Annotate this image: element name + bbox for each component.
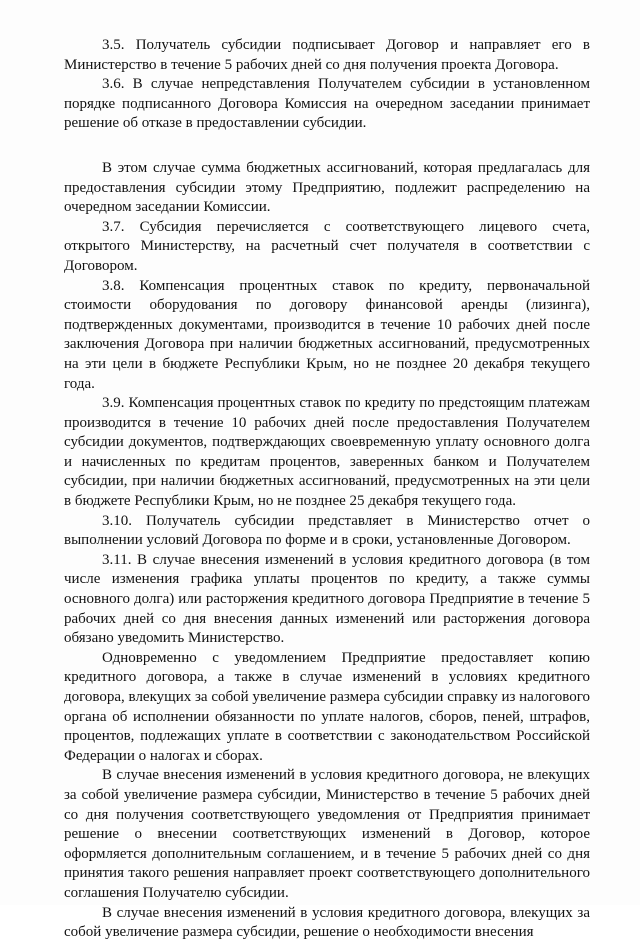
paragraph-3-6: 3.6. В случае непредставления Получателем субсидии в установленном порядке подписанного Договора Комиссия на очередном заседании принимает решение об отказе в предоставлении субсидии. — [64, 76, 590, 132]
paragraph-gap — [64, 134, 590, 159]
paragraph-3-5: 3.5. Получатель субсидии подписывает Договор и направляет его в Министерство в течение 5 рабочих дней со дня получения проекта Договора. — [64, 37, 590, 73]
paragraph-3-10: 3.10. Получатель субсидии представляет в Министерство отчет о выполнении условий Договора по форме и в сроки, установленные Договором. — [64, 512, 590, 549]
paragraph-3-9: 3.9. Компенсация процентных ставок по кредиту по предстоящим платежам производится в течение 10 рабочих дней после предоставления Получателем субсидии документов, подтверждающих своевременную уплату основного долга и начисленных по кредитам процентов, заверенных банком и Получателем субсидии, при наличии бюджетных ассигнований, предусмотренных на эти цели в бюджете Республики Крым, но не позднее 25 декабря текущего года. — [64, 395, 590, 510]
paragraph-3-11-increase: В случае внесения изменений в условия кредитного договора, влекущих за собой увеличение размера субсидии, решение о необходимости внесения — [64, 904, 590, 941]
paragraph-3-11-notification: Одновременно с уведомлением Предприятие предоставляет копию кредитного договора, а также в случае изменений в условиях кредитного договора, влекущих за собой увеличение размера субсидии справку из налогового органа об исполнении обязанности по уплате налогов, сборов, пеней, штрафов, процентов, подлежащих уплате в соответствии с законодательством Российской Федерации о налогах и сборах. — [64, 649, 590, 764]
paragraph-3-6-continued: В этом случае сумма бюджетных ассигнований, которая предлагалась для предоставления субсидии этому Предприятию, подлежит распределению на очередном заседании Комиссии. — [64, 159, 590, 216]
paragraph-3-8: 3.8. Компенсация процентных ставок по кредиту, первоначальной стоимости оборудования по договору финансовой аренды (лизинга), подтвержденных документами, производится в течение 10 рабочих дней после заключения Договора при наличии бюджетных ассигнований, предусмотренных на эти цели в бюджете Республики Крым, но не позднее 20 декабря текущего года. — [64, 277, 590, 392]
paragraph-3-11-no-increase: В случае внесения изменений в условия кредитного договора, не влекущих за собой увеличение размера субсидии, Министерство в течение 5 рабочих дней со дня получения соответствующего уведомления от Предприятия принимает решение о внесении соответствующих изменений в Договор, которое оформляется дополнительным соглашением, и в течение 5 рабочих дней со дня принятия такого решения направляет проект соответствующего дополнительного соглашения Получателю субсидии. — [64, 767, 590, 901]
paragraph-3-7: 3.7. Субсидия перечисляется с соответствующего лицевого счета, открытого Министерству, на расчетный счет получателя в соответствии с Договором. — [64, 218, 590, 274]
paragraph-3-11: 3.11. В случае внесения изменений в условия кредитного договора (в том числе изменения графика уплаты процентов по кредиту, а также суммы основного долга) или расторжения кредитного договора Предприятие в течение 5 рабочих дней со дня внесения данных изменений или расторжения договора обязано уведомить Министерство. — [64, 551, 590, 647]
document-body — [64, 36, 590, 943]
